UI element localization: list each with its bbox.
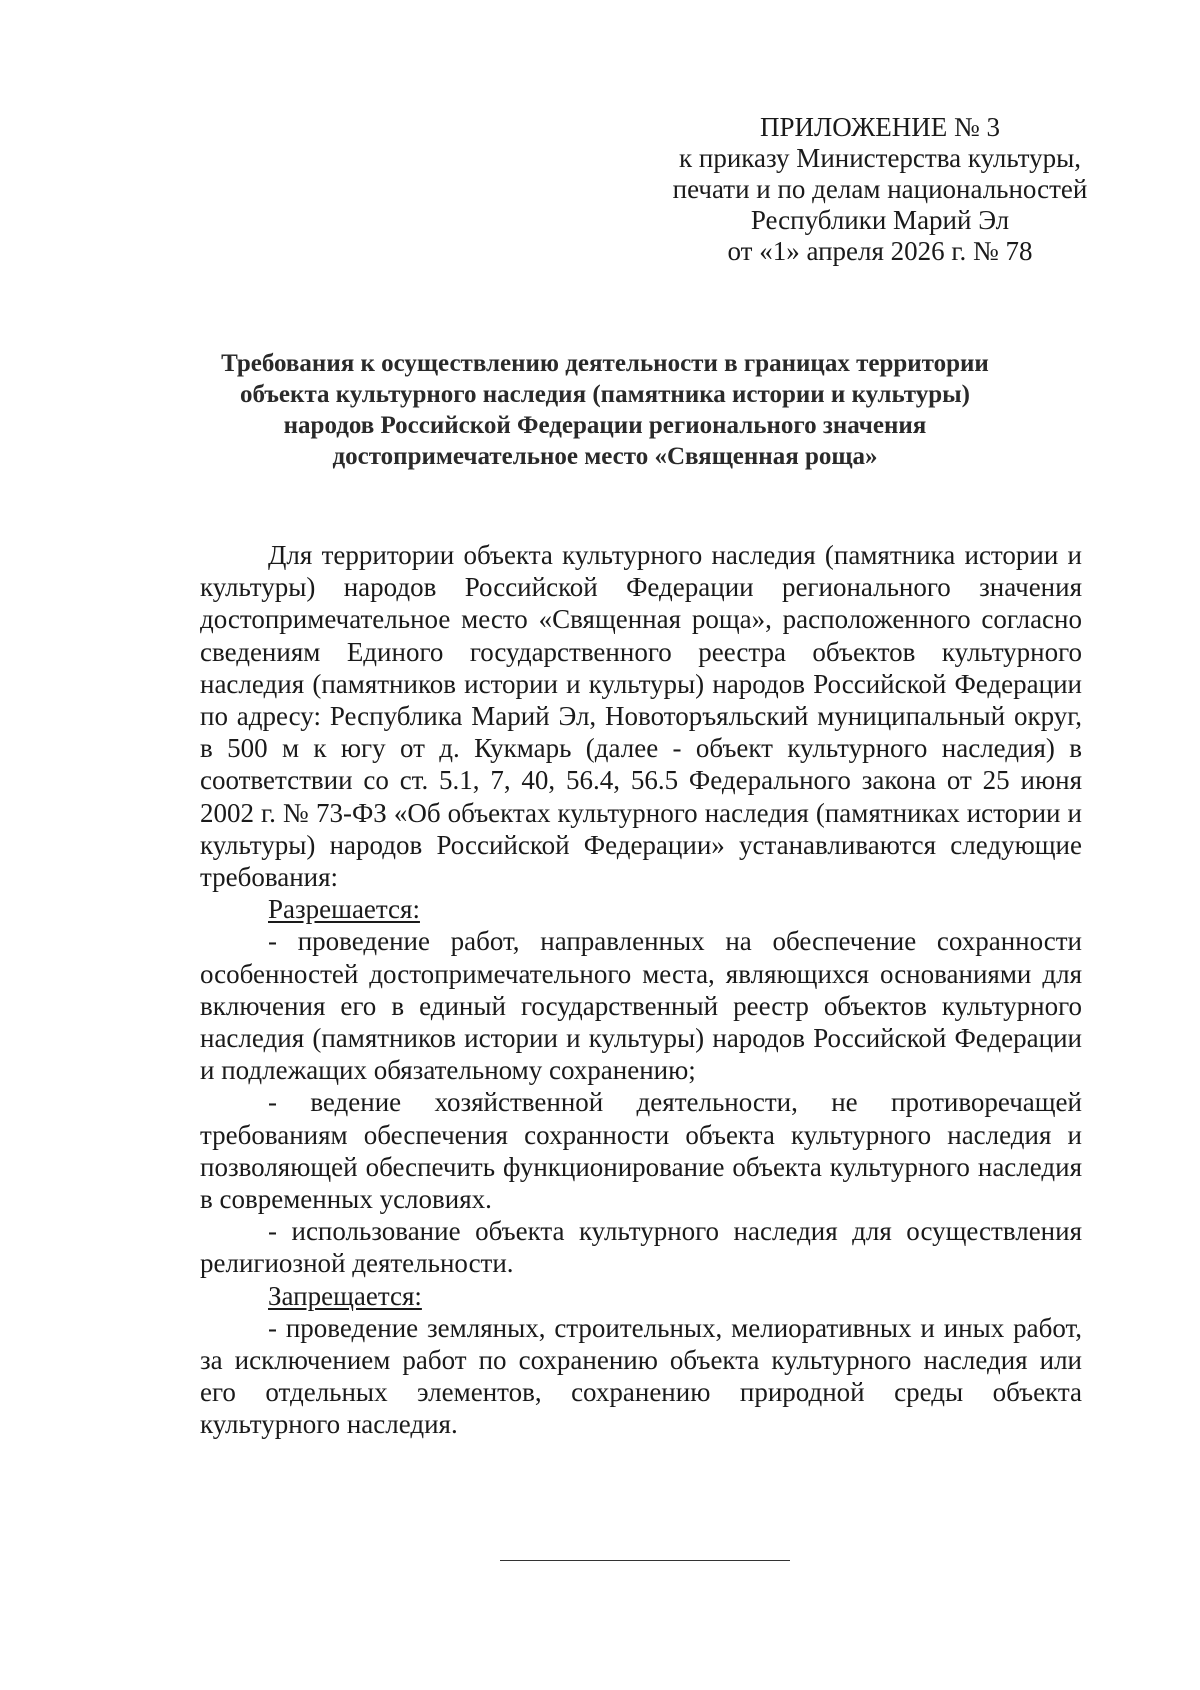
document-body (200, 539, 1082, 1441)
appendix-line: к приказу Министерства культуры, (679, 143, 1081, 173)
title-line: достопримечательное место «Священная роща» (332, 443, 878, 470)
allowed-heading (200, 893, 1082, 925)
document-title (160, 348, 1050, 472)
forbidden-heading (200, 1280, 1082, 1312)
end-divider (500, 1560, 790, 1561)
appendix-title: ПРИЛОЖЕНИЕ № 3 (759, 112, 1001, 142)
allowed-heading-text: Разрешается: (268, 894, 420, 925)
allowed-item: - использование объекта культурного наследия для осуществления религиозной деятельности. (200, 1216, 1082, 1279)
appendix-line: от «1» апреля 2026 г. № 78 (727, 236, 1033, 266)
title-line: народов Российской Федерации регионального значения (283, 412, 927, 439)
appendix-header (660, 112, 1100, 267)
allowed-item: - ведение хозяйственной деятельности, не противоречащей требованиям обеспечения сохранности объекта культурного наследия и позволяющей обеспечить функционирование объекта культурного наследия в современных условиях. (200, 1087, 1082, 1215)
forbidden-item: - проведение земляных, строительных, мелиоративных и иных работ, за исключением работ по сохранению объекта культурного наследия или его отдельных элементов, сохранению природной среды объекта культурного наследия. (200, 1312, 1082, 1440)
title-line: Требования к осуществлению деятельности в границах территории (221, 350, 989, 377)
allowed-item: - проведение работ, направленных на обеспечение сохранности особенностей достопримечательного места, являющихся основаниями для включения его в единый государственный реестр объектов культурного наследия (памятников истории и культуры) народов Российской Федерации и подлежащих обязательному сохранению; (200, 926, 1082, 1086)
forbidden-heading-text: Запрещается: (268, 1280, 422, 1311)
appendix-line: печати и по делам национальностей (672, 174, 1088, 204)
intro-paragraph: Для территории объекта культурного наследия (памятника истории и культуры) народов Российской Федерации регионального значения достопримечательное место «Священная роща», расположенного согласно сведениям Единого государственного реестра объектов культурного наследия (памятников истории и культуры) народов Российской Федерации по адресу: Республика Марий Эл, Новоторъяльский муниципальный округ, в 500 м к югу от д. Кукмарь (далее - объект культурного наследия) в соответствии со ст. 5.1, 7, 40, 56.4, 56.5 Федерального закона от 25 июня 2002 г. № 73-ФЗ «Об объектах культурного наследия (памятниках истории и культуры) народов Российской Федерации» устанавливаются следующие требования: (200, 540, 1082, 893)
appendix-line: Республики Марий Эл (750, 205, 1010, 235)
title-line: объекта культурного наследия (памятника истории и культуры) (239, 381, 970, 408)
